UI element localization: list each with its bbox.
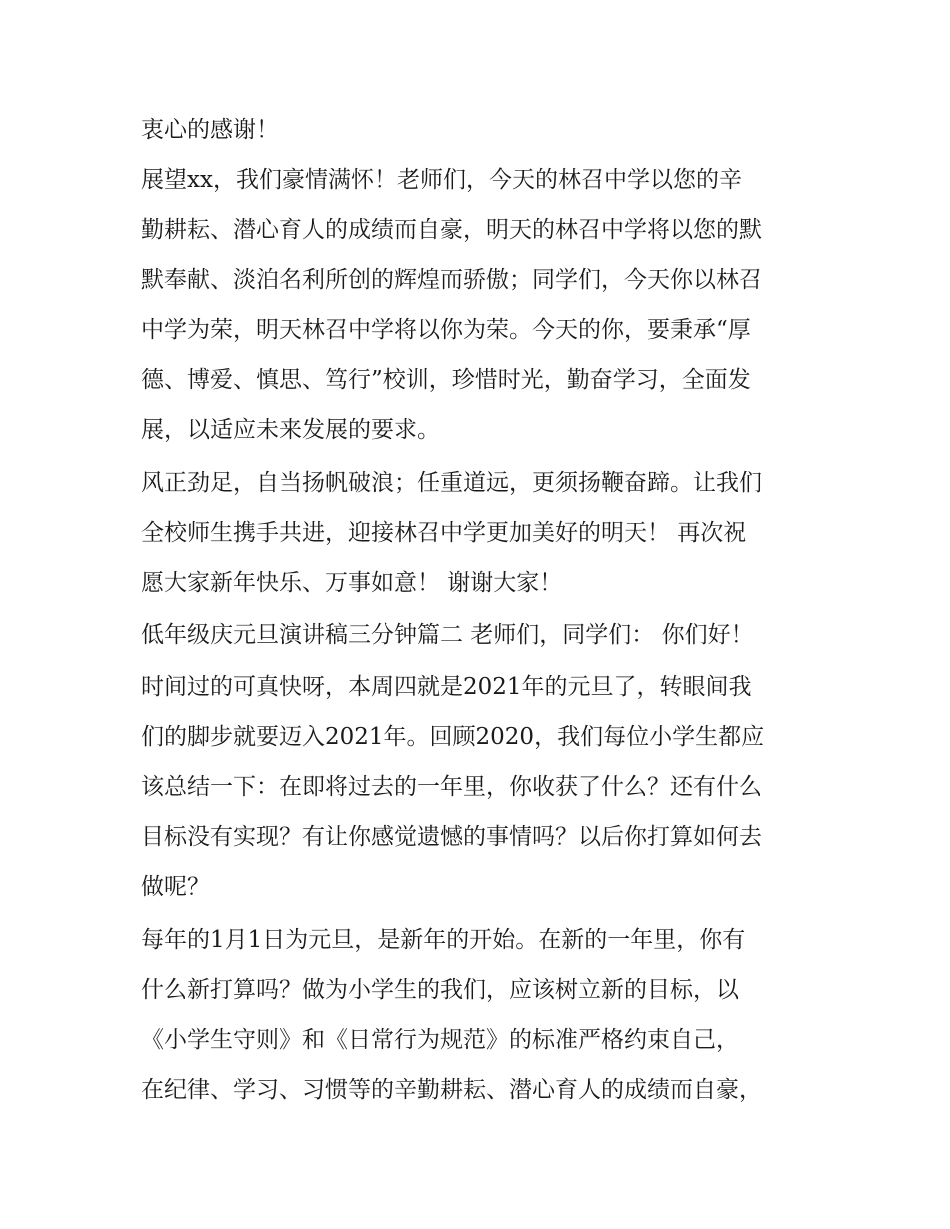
text-line: 中学为荣，明天林召中学将以你为荣。今天的你，要秉承“厚 xyxy=(141,317,751,343)
text-line: 愿大家新年快乐、万事如意！ 谢谢大家！ xyxy=(141,570,563,596)
text-line: 展，以适应未来发展的要求。 xyxy=(141,417,440,443)
text-line: 做呢？ xyxy=(141,874,210,900)
text-line: 《小学生守则》和《日常行为规范》的标准严格约束自己， xyxy=(141,1027,739,1053)
text-line: 全校师生携手共进，迎接林召中学更加美好的明天！ 再次祝 xyxy=(141,520,747,546)
text-line: 们的脚步就要迈入2021年。回顾2020，我们每位小学生都应 xyxy=(141,724,765,750)
text-line: 该总结一下：在即将过去的一年里，你收获了什么？还有什么 xyxy=(141,774,762,800)
text-line: 默奉献、淡泊名利所创的辉煌而骄傲；同学们，今天你以林召 xyxy=(141,267,762,293)
text-line: 德、博爱、慎思、笃行”校训，珍惜时光，勤奋学习，全面发 xyxy=(141,367,751,393)
text-line: 风正劲足，自当扬帆破浪；任重道远，更须扬鞭奋蹄。让我们 xyxy=(141,470,762,496)
text-line: 时间过的可真快呀，本周四就是2021年的元旦了，转眼间我 xyxy=(141,674,752,700)
text-line: 衷心的感谢！ xyxy=(141,117,279,143)
text-line: 目标没有实现？有让你感觉遗憾的事情吗？以后你打算如何去 xyxy=(141,824,762,850)
text-line: 每年的1月1日为元旦，是新年的开始。在新的一年里，你有 xyxy=(141,927,746,953)
text-line: 在纪律、学习、习惯等的辛勤耕耘、潜心育人的成绩而自豪， xyxy=(141,1077,762,1103)
text-line: 展望xx，我们豪情满怀！老师们，今天的林召中学以您的辛 xyxy=(141,167,742,193)
text-line: 勤耕耘、潜心育人的成绩而自豪，明天的林召中学将以您的默 xyxy=(141,217,762,243)
text-line: 什么新打算吗？做为小学生的我们，应该树立新的目标，以 xyxy=(141,977,739,1003)
text-line: 低年级庆元旦演讲稿三分钟篇二 老师们，同学们： 你们好！ xyxy=(141,622,754,648)
